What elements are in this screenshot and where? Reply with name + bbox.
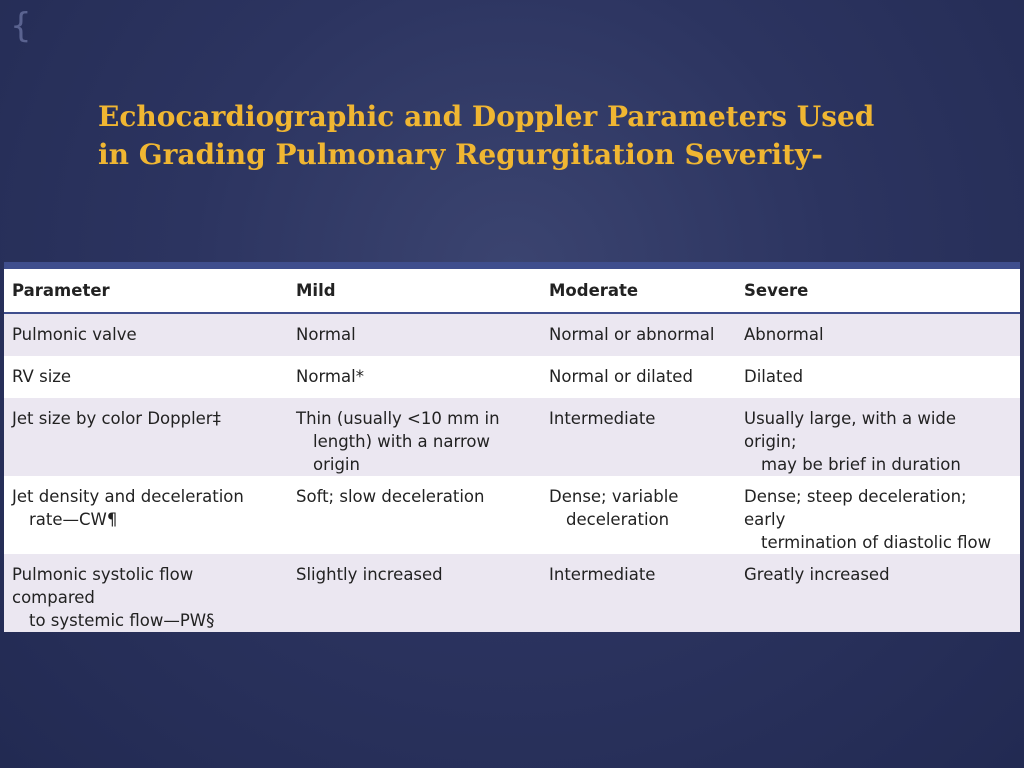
cell-severe: Abnormal [736,313,1020,356]
corner-brace-decoration: { [10,6,32,46]
cell-severe: Dense; steep deceleration; early termination of diastolic flow [736,476,1020,554]
cell-moderate: Normal or dilated [541,356,736,398]
table-row [4,398,1020,476]
header-parameter: Parameter [4,269,288,313]
table-header-row [4,269,1020,313]
table-row [4,476,1020,554]
title-line-1: Echocardiographic and Doppler Parameters Used [98,100,875,133]
cell-parameter: RV size [4,356,288,398]
cell-moderate: Intermediate [541,554,736,632]
header-severe: Severe [736,269,1020,313]
title-line-2: in Grading Pulmonary Regurgitation Severity- [98,138,823,171]
table-row [4,313,1020,356]
slide-title [98,98,898,174]
cell-moderate: Dense; variable deceleration [541,476,736,554]
cell-moderate: Intermediate [541,398,736,476]
cell-severe: Greatly increased [736,554,1020,632]
header-mild: Mild [288,269,541,313]
cell-mild: Soft; slow deceleration [288,476,541,554]
severity-table [4,269,1020,632]
severity-table-container [4,262,1020,630]
cell-mild: Slightly increased [288,554,541,632]
cell-parameter: Pulmonic valve [4,313,288,356]
cell-parameter: Jet size by color Doppler‡ [4,398,288,476]
cell-parameter: Pulmonic systolic flow compared to systemic flow—PW§ [4,554,288,632]
cell-severe: Usually large, with a wide origin; may be brief in duration [736,398,1020,476]
cell-mild: Normal* [288,356,541,398]
header-moderate: Moderate [541,269,736,313]
cell-moderate: Normal or abnormal [541,313,736,356]
cell-mild: Thin (usually <10 mm in length) with a narrow origin [288,398,541,476]
cell-severe: Dilated [736,356,1020,398]
table-row [4,554,1020,632]
table-row [4,356,1020,398]
cell-parameter: Jet density and deceleration rate—CW¶ [4,476,288,554]
cell-mild: Normal [288,313,541,356]
